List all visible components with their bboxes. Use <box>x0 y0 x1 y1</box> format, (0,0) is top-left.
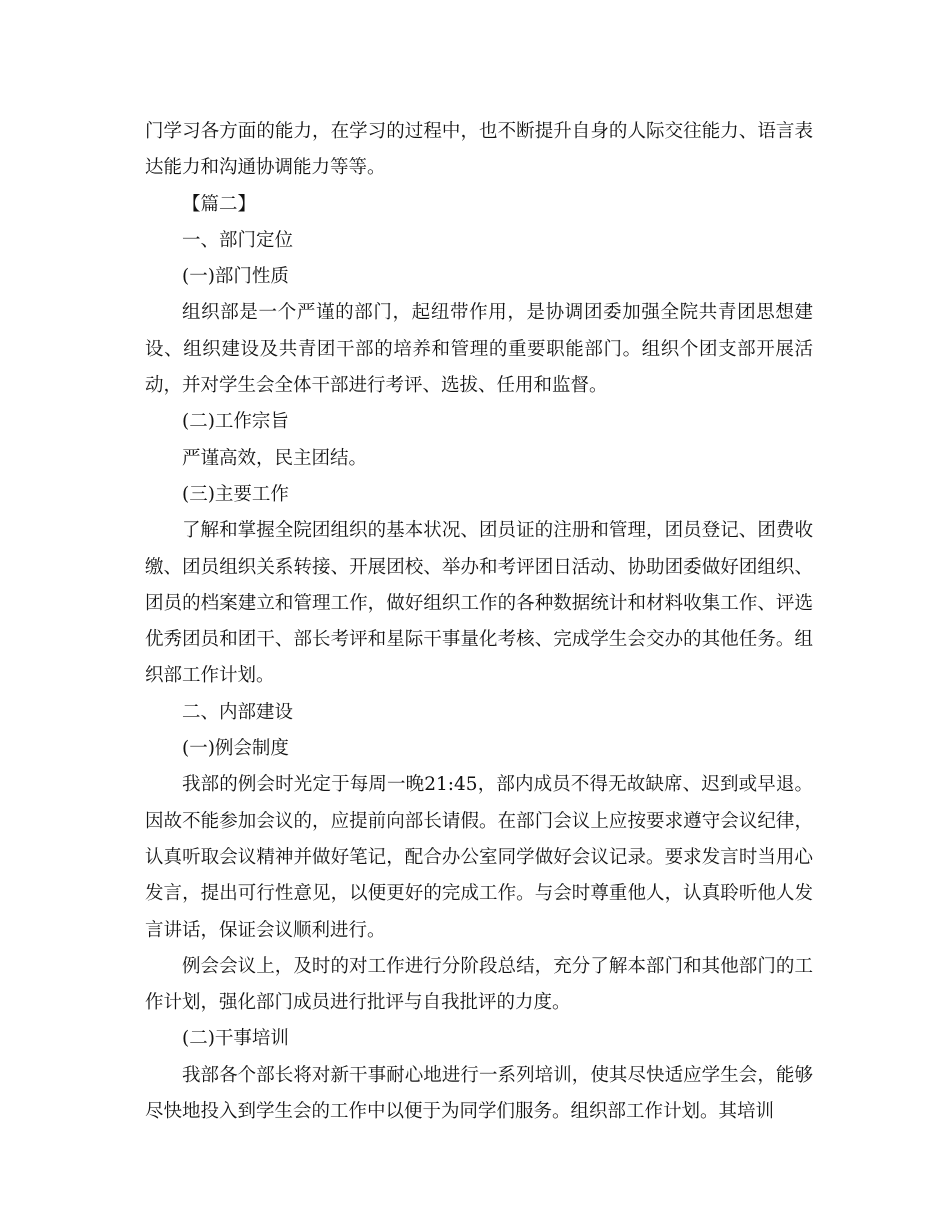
paragraph-work-purpose: 严谨高效，民主团结。 <box>182 447 368 469</box>
paragraph-meeting-rules: 我部的例会时光定于每周一晚21:45，部内成员不得无故缺席、迟到或早退。因故不能参加会议的，应提前向部长请假。在部门会议上应按要求遵守会议纪律，认真听取会议精神并做好笔记，配合办公室同学做好会议记录。要求发言时当用心发言，提出可行性意见，以便更好的完成工作。与会时尊重他人，认真聆听他人发言讲话，保证会议顺利进行。 <box>145 774 813 941</box>
paragraph-staff-training: 我部各个部长将对新干事耐心地进行一系列培训，使其尽快适应学生会，能够尽快地投入到学生会的工作中以便于为同学们服务。组织部工作计划。其培训 <box>145 1064 813 1123</box>
subheading-work-purpose: (二)工作宗旨 <box>182 411 289 433</box>
paragraph-main-work: 了解和掌握全院团组织的基本状况、团员证的注册和管理，团员登记、团费收缴、团员组织关系转接、开展团校、举办和考评团日活动、协助团委做好团组织、团员的档案建立和管理工作，做好组织工作的各种数据统计和材料收集工作、评选优秀团员和团干、部长考评和星际干事量化考核、完成学生会交办的其他任务。组织部工作计划。 <box>145 520 813 687</box>
heading-department-positioning: 一、部门定位 <box>182 229 294 251</box>
paragraph-department-nature: 组织部是一个严谨的部门，起纽带作用，是协调团委加强全院共青团思想建设、组织建设及共青团干部的培养和管理的重要职能部门。组织个团支部开展活动，并对学生会全体干部进行考评、选拔、任用和监督。 <box>145 302 813 397</box>
document-body <box>145 114 813 1130</box>
heading-internal-construction: 二、内部建设 <box>182 701 294 723</box>
subheading-department-nature: (一)部门性质 <box>182 266 289 288</box>
paragraph-meeting-summary: 例会会议上，及时的对工作进行分阶段总结，充分了解本部门和其他部门的工作计划，强化部门成员进行批评与自我批评的力度。 <box>145 955 813 1014</box>
subheading-main-work: (三)主要工作 <box>182 483 289 505</box>
section-heading-part-two: 【篇二】 <box>182 193 257 215</box>
paragraph-continuation: 门学习各方面的能力，在学习的过程中，也不断提升自身的人际交往能力、语言表达能力和沟通协调能力等等。 <box>145 121 813 179</box>
subheading-staff-training: (二)干事培训 <box>182 1028 289 1050</box>
subheading-meeting-system: (一)例会制度 <box>182 738 289 760</box>
